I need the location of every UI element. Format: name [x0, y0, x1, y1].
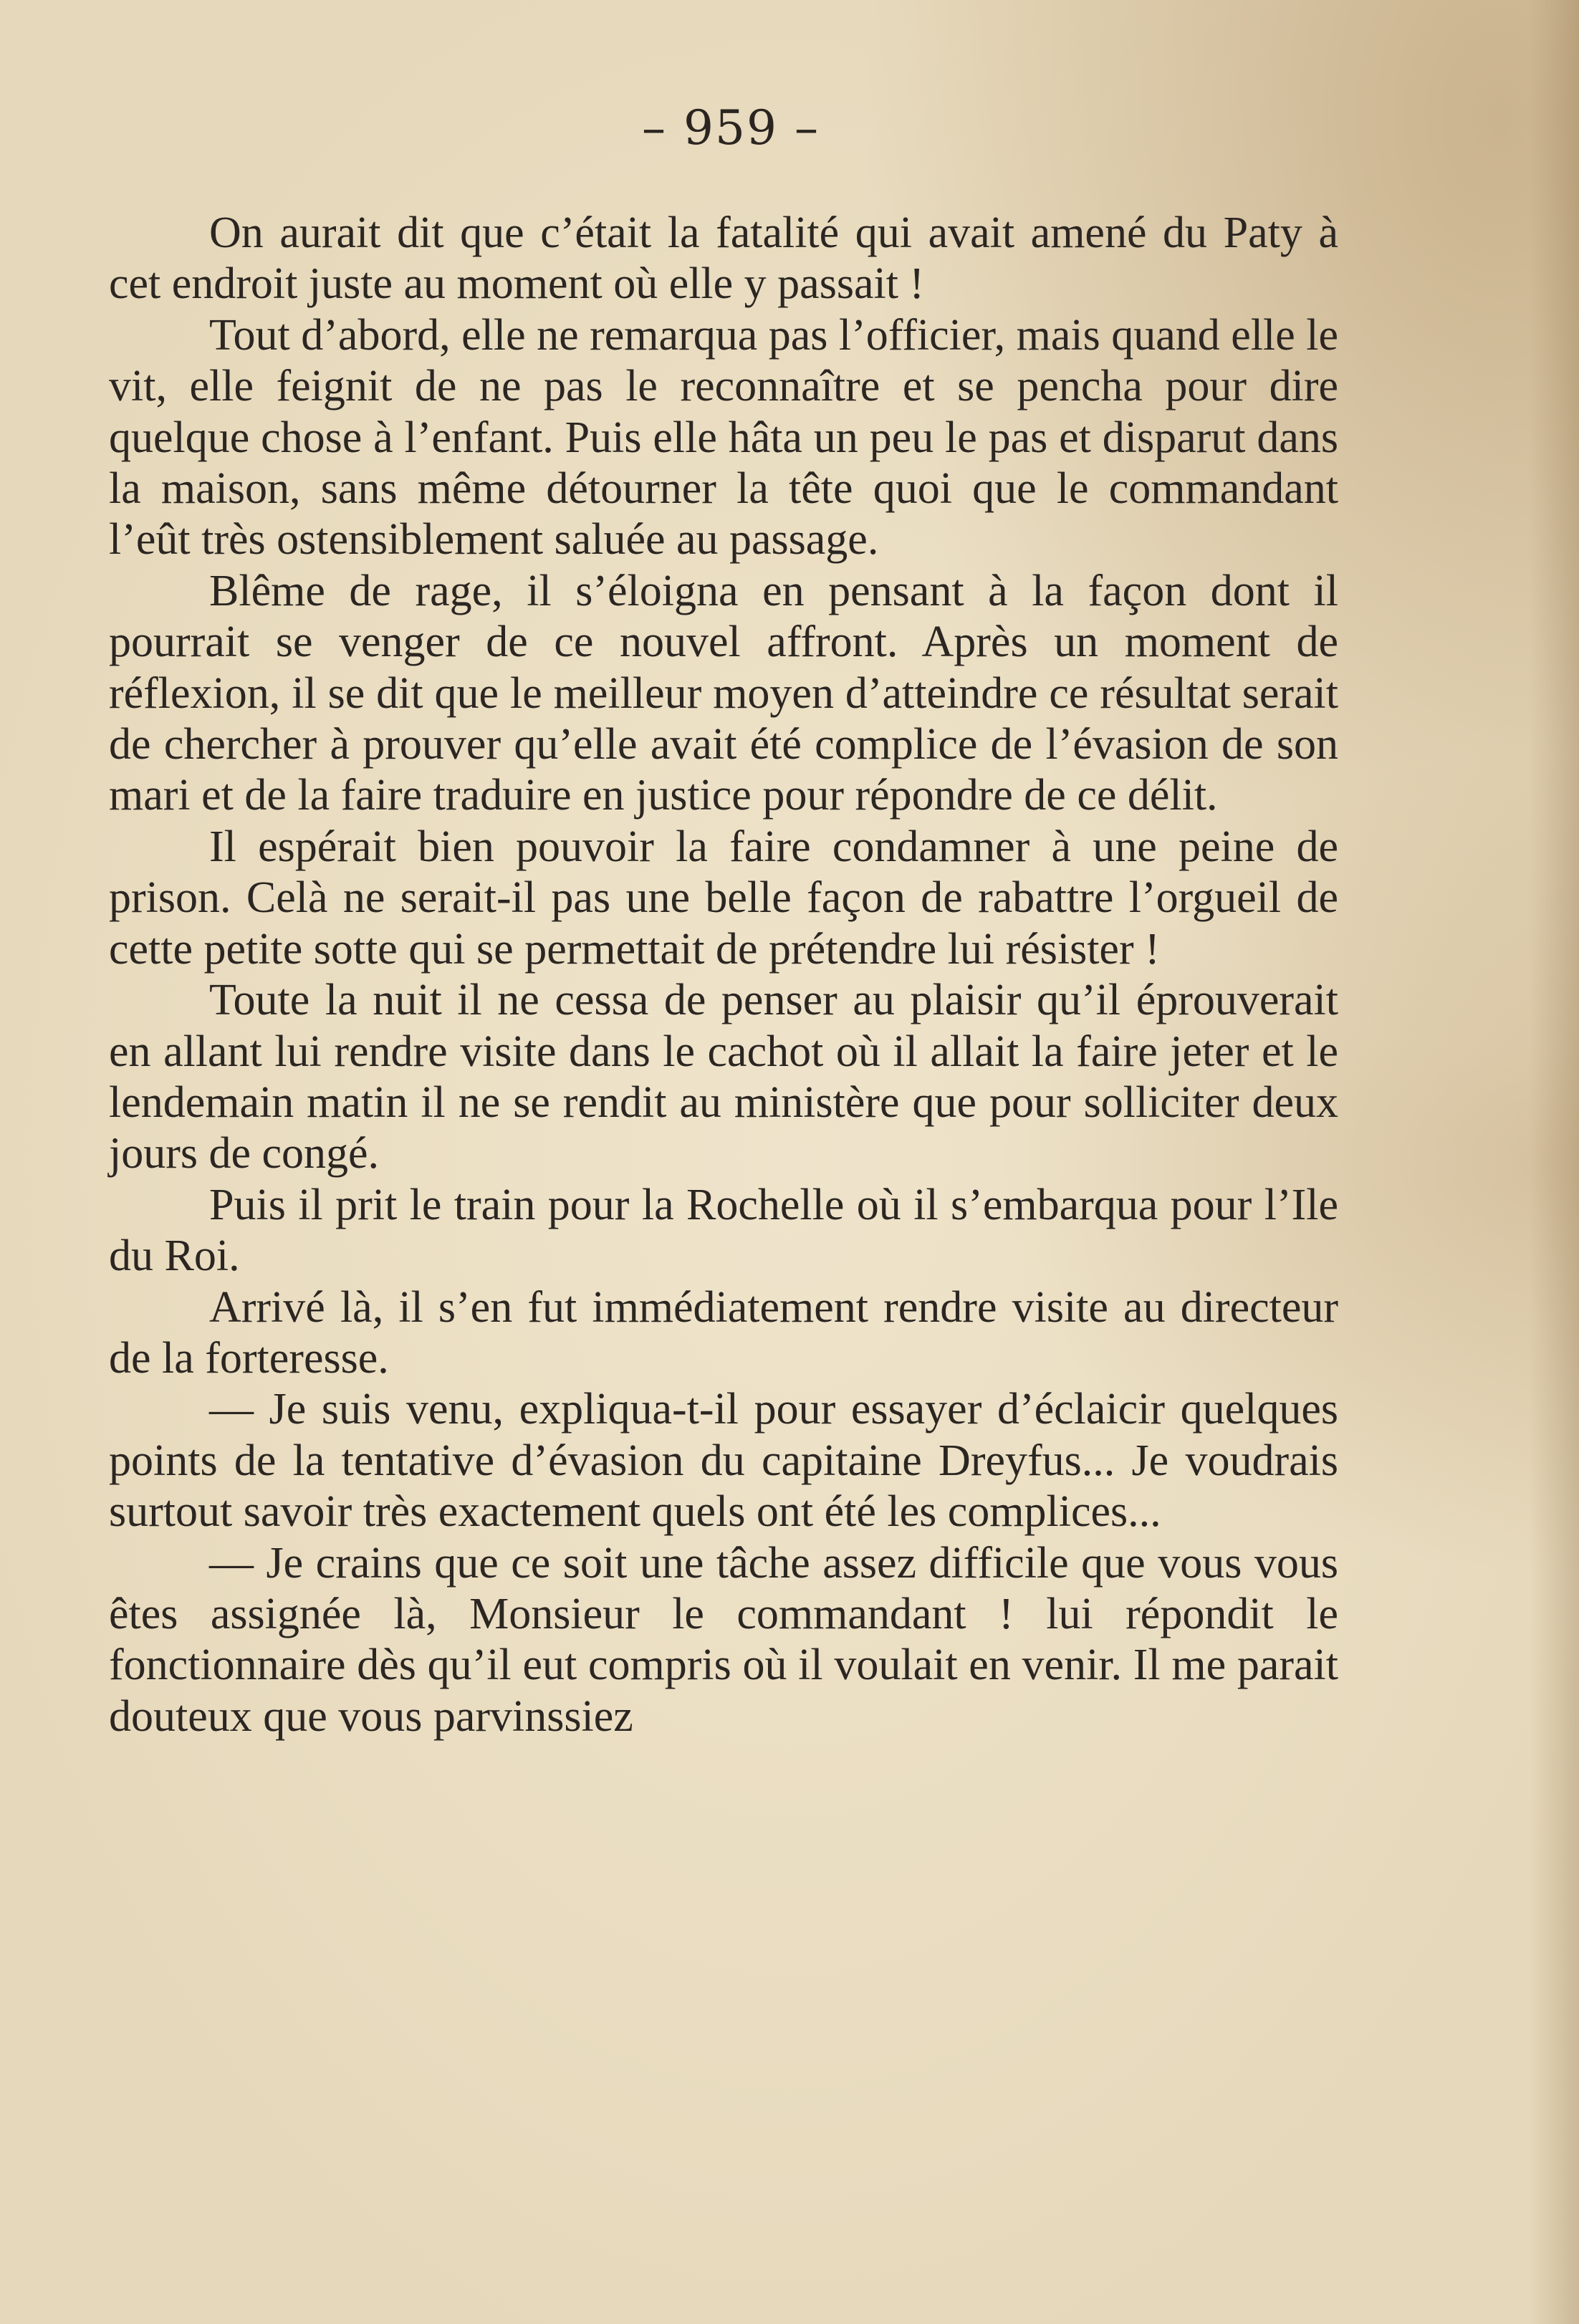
paragraph: — Je crains que ce soit une tâche assez difficile que vous vous êtes assignée là, Monsieur le commandant ! lui répondit le fonctionnaire dès qu’il eut compris où il voulait en venir. Il me parait douteux que vous parvinssiez — [109, 1538, 1338, 1741]
paragraph: Tout d’abord, elle ne remarqua pas l’officier, mais quand elle le vit, elle feignit de ne pas le reconnaître et se pencha pour dire quelque chose à l’enfant. Puis elle hâta un peu le pas et disparut dans la maison, sans même détourner la tête quoi que le commandant l’eût très ostensiblement saluée au passage. — [109, 310, 1338, 565]
paragraph: Il espérait bien pouvoir la faire condamner à une peine de prison. Celà ne serait-il pas une belle façon de rabattre l’orgueil de cette petite sotte qui se permettait de prétendre lui résister ! — [109, 822, 1338, 974]
paragraph: Puis il prit le train pour la Rochelle où il s’embarqua pour l’Ile du Roi. — [109, 1180, 1338, 1281]
paragraph: Blême de rage, il s’éloigna en pensant à la façon dont il pourrait se venger de ce nouvel affront. Après un moment de réflexion, il se dit que le meilleur moyen d’atteindre ce résultat serait de chercher à prouver qu’elle avait été complice de l’évasion de son mari et de la faire traduire en justice pour répondre de ce délit. — [109, 566, 1338, 820]
paragraph: Toute la nuit il ne cessa de penser au plaisir qu’il éprouverait en allant lui rendre visite dans le cachot où il allait la faire jeter et le lendemain matin il ne se rendit au ministère que pour solliciter deux jours de congé. — [109, 976, 1338, 1178]
page-number: – 959 – — [642, 100, 820, 155]
paragraph: Arrivé là, il s’en fut immédiatement rendre visite au directeur de la forteresse. — [109, 1282, 1338, 1383]
paragraph: On aurait dit que c’était la fatalité qui avait amené du Paty à cet endroit juste au moment où elle y passait ! — [109, 208, 1338, 309]
page-body — [109, 208, 1338, 1742]
page-edge-shadow — [1529, 0, 1579, 2324]
paragraph: — Je suis venu, expliqua-t-il pour essayer d’éclaicir quelques points de la tentative d’évasion du capitaine Dreyfus... Je voudrais surtout savoir très exactement quels ont été les complices... — [109, 1385, 1338, 1537]
